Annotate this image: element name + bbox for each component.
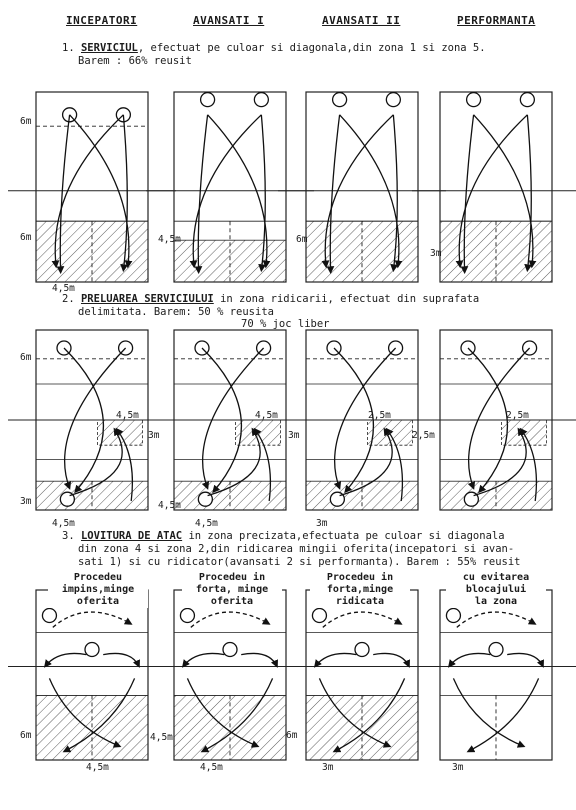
row-1-courts — [8, 92, 576, 282]
setter-zone — [368, 420, 413, 445]
r2-c1-label-under: 4,5m — [52, 518, 75, 529]
r3-c2-title: Procedeu in forta, minge oferita — [182, 572, 282, 608]
r2-c2-label-bottom: 4,5m — [158, 500, 181, 511]
section-2-text: in zona ridicarii, efectuat din suprafata — [213, 293, 480, 305]
trajectory-arrow — [315, 653, 356, 666]
player-marker — [180, 609, 194, 623]
section-3-line-3: sati 1) si cu ridicator(avansati 2 si performanta). Barem : 55% reusit — [78, 556, 521, 568]
trajectory-arrow — [183, 653, 224, 666]
section-1-text: , efectuat pe culoar si diagonala,din zona 1 si zona 5. — [137, 42, 486, 54]
r1-c1-label-top: 6m — [20, 116, 32, 127]
section-1-number: 1. — [62, 42, 75, 54]
section-3-line-2: din zona 4 si zona 2,din ridicarea mingii oferita(incepatori si avan- — [78, 543, 515, 555]
section-2-line-2: delimitata. Barem: 50 % reusita — [78, 306, 274, 318]
r1-c1-label-bottom: 4,5m — [52, 283, 75, 294]
section-1-title: SERVICIUL — [80, 42, 138, 54]
r2-c3-label-zone: 2,5m — [368, 410, 391, 421]
setter-zone — [502, 420, 547, 445]
trajectory-arrow — [457, 612, 535, 627]
player-marker — [333, 93, 347, 107]
r3-c2-label-side: 4,5m — [150, 732, 173, 743]
header-incepatori: INCEPATORI — [66, 14, 138, 27]
section-2-number: 2. — [62, 293, 75, 305]
header-avansati-1: AVANSATI I — [193, 14, 265, 27]
header-avansati-2: AVANSATI II — [322, 14, 401, 27]
section-2-line-3: 70 % joc liber — [241, 318, 330, 330]
section-3-number: 3. — [62, 530, 75, 542]
trajectory-arrow — [191, 612, 269, 627]
player-marker — [489, 643, 503, 657]
r2-c1-label-zone: 4,5m — [116, 410, 139, 421]
r3-c2-label-under: 4,5m — [200, 762, 223, 773]
trajectory-arrow — [323, 612, 401, 627]
player-marker — [386, 93, 400, 107]
setter-zone — [98, 420, 143, 445]
r3-c4-label-under: 3m — [452, 762, 464, 773]
section-3-text: in zona precizata,efectuata pe culoar si diagonala — [182, 530, 505, 542]
trajectory-arrow — [468, 678, 539, 751]
r2-c2-label-under: 4,5m — [195, 518, 218, 529]
section-1-barem: Barem : 66% reusit — [78, 55, 192, 67]
r1-c1-label-mid: 6m — [20, 232, 32, 243]
r2-c3-label-under: 3m — [316, 518, 328, 529]
player-marker — [520, 93, 534, 107]
trajectory-arrow — [449, 653, 490, 666]
target-zone — [174, 240, 286, 282]
r3-c3-label-side: 6m — [286, 730, 298, 741]
player-marker — [223, 643, 237, 657]
trajectory-arrow — [373, 653, 409, 666]
r2-c2-label-side: 3m — [288, 430, 300, 441]
section-3-title: LOVITURA DE ATAC — [80, 530, 183, 542]
r3-c3-title: Procedeu in forta,minge ridicata — [310, 572, 410, 608]
r2-c4-label-side: 2,5m — [412, 430, 435, 441]
r3-c1-label-side: 6m — [20, 730, 32, 741]
trajectory-arrow — [103, 653, 139, 666]
player-marker — [355, 643, 369, 657]
setter-zone — [236, 420, 281, 445]
r3-c4-title: cu evitarea blocajului la zona — [446, 572, 546, 608]
r2-c4-label-zone: 2,5m — [506, 410, 529, 421]
trajectory-arrow — [45, 653, 86, 666]
trajectory-arrow — [453, 678, 524, 746]
r1-c2-label-mid: 4,5m — [158, 234, 181, 245]
r2-c2-label-zone: 4,5m — [255, 410, 278, 421]
player-marker — [85, 643, 99, 657]
r3-c3-label-under: 3m — [322, 762, 334, 773]
r1-c3-label-mid: 6m — [296, 234, 308, 245]
player-marker — [254, 93, 268, 107]
r2-c1-label-top: 6m — [20, 352, 32, 363]
r3-c1-label-under: 4,5m — [86, 762, 109, 773]
row-2-courts — [8, 330, 576, 510]
trajectory-arrow — [241, 653, 277, 666]
player-marker — [201, 93, 215, 107]
trajectory-arrow — [53, 612, 131, 627]
trajectory-arrow — [507, 653, 543, 666]
player-marker — [446, 609, 460, 623]
player-marker — [42, 609, 56, 623]
r1-c4-label-mid: 3m — [430, 248, 442, 259]
r2-c3-label-side: 3m — [148, 430, 160, 441]
section-2-title: PRELUAREA SERVICIULUI — [80, 293, 214, 305]
header-performanta: PERFORMANTA — [457, 14, 536, 27]
player-marker — [312, 609, 326, 623]
player-marker — [467, 93, 481, 107]
r2-c1-label-bottom: 3m — [20, 496, 32, 507]
r3-c1-title: Procedeu impins,minge oferita — [48, 572, 148, 608]
